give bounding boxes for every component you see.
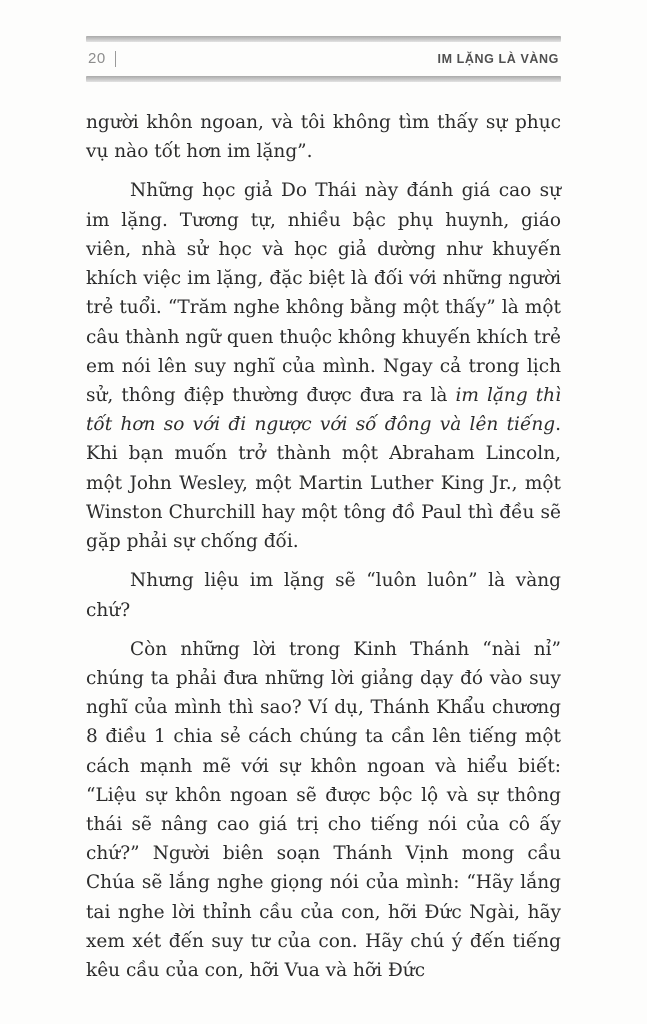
header-row <box>86 42 561 76</box>
text-run: im lặng thì tốt hơn so với đi ngược với số đông và lên tiếng <box>86 384 561 436</box>
text-run: Những học giả Do Thái này đánh giá cao sự im lặng. Tương tự, nhiều bậc phụ huynh, giáo viên, nhà sử học và học giả dường như khuyến khích việc im lặng, đặc biệt là đối với những người trẻ tuổi. “Trăm nghe không bằng một thấy” là một câu thành ngữ quen thuộc không khuyến khích trẻ em nói lên suy nghĩ của mình. Ngay cả trong lịch sử, thông điệp thường được đưa ra là <box>86 180 561 406</box>
paragraph <box>86 176 561 556</box>
running-title: IM LẶNG LÀ VÀNG <box>437 51 559 66</box>
text-run: Còn những lời trong Kinh Thánh “nài nỉ” chúng ta phải đưa những lời giảng dạy đó vào suy nghĩ của mình thì sao? Ví dụ, Thánh Khẩu chương 8 điều 1 chia sẻ cách chúng ta cần lên tiếng một cách mạnh mẽ với sự khôn ngoan và hiểu biết: “Liệu sự khôn ngoan sẽ được bộc lộ và sự thông thái sẽ nâng cao giá trị cho tiếng nói của cô ấy chứ?” Người biên soạn Thánh Vịnh mong cầu Chúa sẽ lắng nghe giọng nói của mình: “Hãy lắng tai nghe lời thỉnh cầu của con, hỡi Đức Ngài, hãy xem xét đến suy tư của con. Hãy chú ý đến tiếng kêu cầu của con, hỡi Vua và hỡi Đức <box>86 638 561 982</box>
page-header <box>86 0 561 82</box>
paragraph <box>86 635 561 986</box>
text-run: người khôn ngoan, và tôi không tìm thấy sự phục vụ nào tốt hơn im lặng”. <box>86 112 561 163</box>
page-number-wrap <box>88 50 116 67</box>
text-run: . Khi bạn muốn trở thành một Abraham Lincoln, một John Wesley, một Martin Luther King Jr., một Winston Churchill hay một tông đồ Paul thì đều sẽ gặp phải sự chống đối. <box>86 414 561 553</box>
body-text <box>86 108 561 985</box>
header-rule-bottom <box>86 76 561 82</box>
text-run: Nhưng liệu im lặng sẽ “luôn luôn” là vàng chứ? <box>86 570 561 621</box>
paragraph <box>86 566 561 624</box>
paragraph <box>86 108 561 166</box>
page-number-divider <box>115 51 116 67</box>
page-number: 20 <box>88 50 106 67</box>
